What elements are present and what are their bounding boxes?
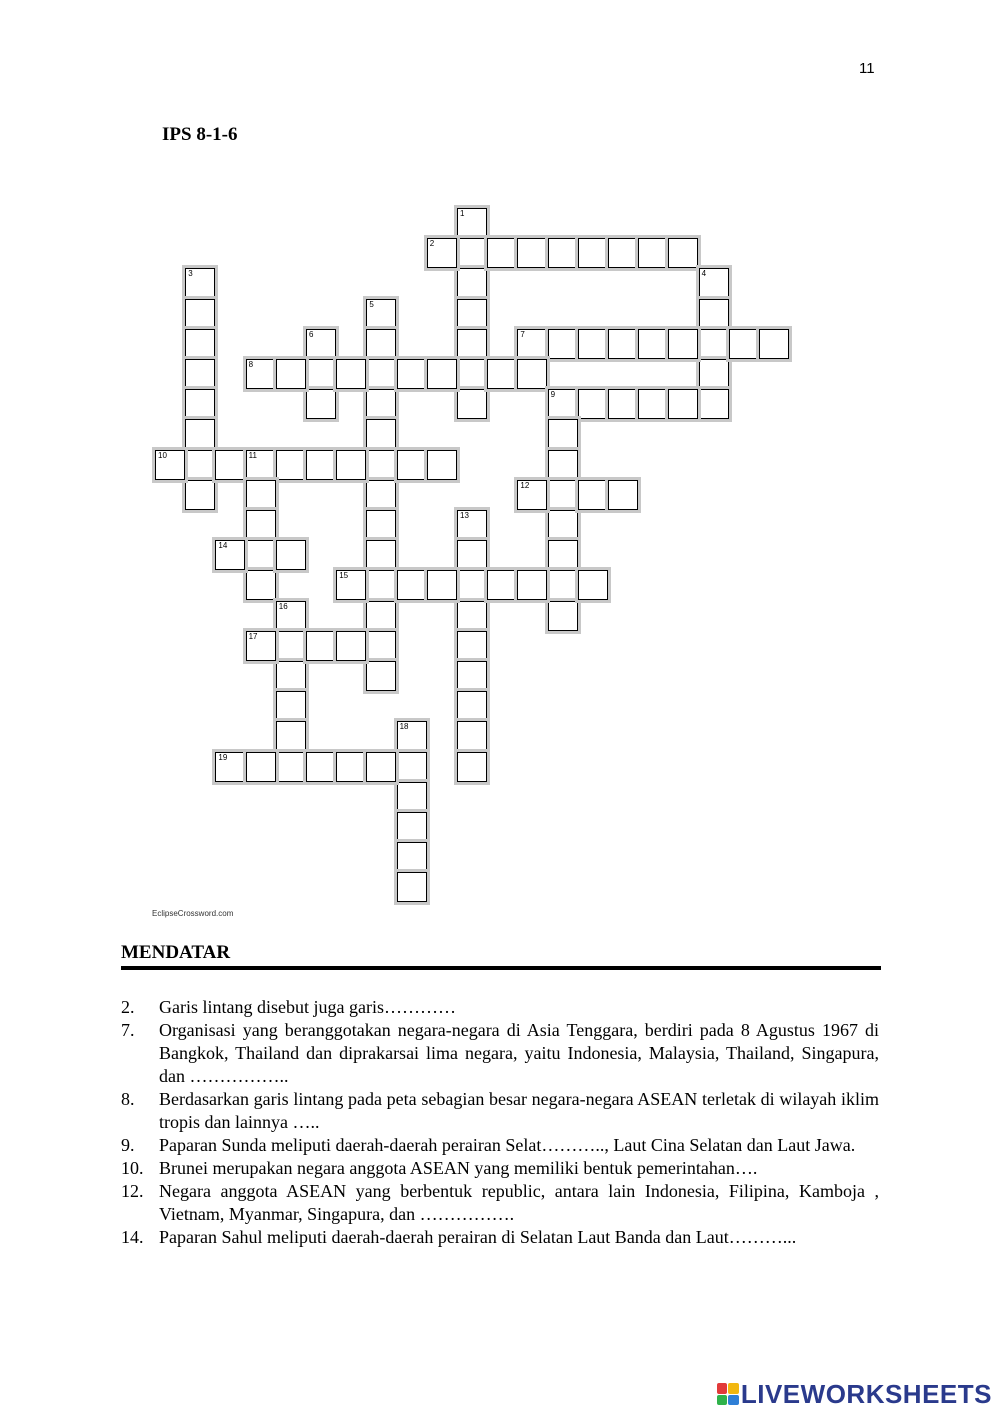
- crossword-cell[interactable]: [548, 450, 578, 480]
- crossword-cell[interactable]: [155, 450, 185, 480]
- crossword-cell[interactable]: [517, 359, 547, 389]
- crossword-cell[interactable]: [215, 752, 245, 782]
- crossword-cell[interactable]: [487, 359, 517, 389]
- crossword-cell[interactable]: [668, 329, 698, 359]
- crossword-cell[interactable]: [336, 359, 366, 389]
- crossword-cell[interactable]: [427, 450, 457, 480]
- crossword-cell[interactable]: [276, 540, 306, 570]
- crossword-cell[interactable]: [517, 329, 547, 359]
- crossword-cell[interactable]: [487, 570, 517, 600]
- clue-text: Brunei merupakan negara anggota ASEAN yang memiliki bentuk pemerintahan….: [159, 1158, 758, 1178]
- crossword-cell[interactable]: [517, 480, 547, 510]
- crossword-cell[interactable]: [457, 661, 487, 691]
- cell-clue-number: 9: [550, 390, 556, 400]
- cell-clue-number: 17: [248, 631, 258, 641]
- clue-number: 10.: [121, 1158, 144, 1178]
- crossword-cell[interactable]: [548, 510, 578, 540]
- clue-text: Negara anggota ASEAN yang berbentuk republic, antara lain Indonesia, Filipina, Kamboja , Vietnam, Myanmar, Singapura, dan …………….: [159, 1181, 879, 1224]
- crossword-cell[interactable]: [397, 359, 427, 389]
- clue-number: 12.: [121, 1181, 144, 1201]
- clue-list-across: [121, 996, 879, 1249]
- crossword-cell[interactable]: [397, 570, 427, 600]
- liveworksheets-logo: [717, 1380, 992, 1408]
- crossword-cell[interactable]: [608, 389, 638, 419]
- clue-text: Garis lintang disebut juga garis…………: [159, 997, 456, 1017]
- crossword-cell[interactable]: [185, 268, 215, 298]
- crossword-cell[interactable]: [668, 238, 698, 268]
- crossword-cell[interactable]: [366, 299, 396, 329]
- crossword-cell[interactable]: [366, 752, 396, 782]
- crossword-cell[interactable]: [366, 389, 396, 419]
- crossword-cell[interactable]: [185, 299, 215, 329]
- crossword-cell[interactable]: [457, 721, 487, 751]
- crossword-cell[interactable]: [457, 601, 487, 631]
- crossword-cell[interactable]: [246, 359, 276, 389]
- clue-item: [121, 1088, 879, 1134]
- crossword-cell[interactable]: [427, 238, 457, 268]
- crossword-cell[interactable]: [185, 419, 215, 449]
- crossword-cell[interactable]: [457, 389, 487, 419]
- crossword-cell[interactable]: [397, 782, 427, 812]
- cell-clue-number: 4: [701, 269, 707, 279]
- crossword-cell[interactable]: [246, 540, 276, 570]
- crossword-cell[interactable]: [366, 419, 396, 449]
- crossword-cell[interactable]: [185, 329, 215, 359]
- clue-item: [121, 1134, 879, 1157]
- crossword-cell[interactable]: [185, 480, 215, 510]
- crossword-cell[interactable]: [366, 510, 396, 540]
- cell-clue-number: 2: [429, 239, 435, 249]
- crossword-cell[interactable]: [366, 631, 396, 661]
- crossword-cell[interactable]: [638, 238, 668, 268]
- crossword-cell[interactable]: [699, 359, 729, 389]
- crossword-cell[interactable]: [457, 208, 487, 238]
- crossword-cell[interactable]: [548, 419, 578, 449]
- crossword-cell[interactable]: [366, 359, 396, 389]
- crossword-cell[interactable]: [246, 450, 276, 480]
- crossword-cell[interactable]: [517, 570, 547, 600]
- section-divider: [121, 966, 881, 970]
- crossword-cell[interactable]: [336, 450, 366, 480]
- crossword-cell[interactable]: [306, 329, 336, 359]
- crossword-cell[interactable]: [517, 238, 547, 268]
- crossword-cell[interactable]: [397, 752, 427, 782]
- brand-icon: [717, 1383, 739, 1405]
- crossword-cell[interactable]: [336, 752, 366, 782]
- page-number: 11: [859, 60, 875, 77]
- crossword-cell[interactable]: [699, 389, 729, 419]
- crossword-cell[interactable]: [336, 631, 366, 661]
- crossword-cell[interactable]: [306, 359, 336, 389]
- crossword-cell[interactable]: [246, 480, 276, 510]
- crossword-cell[interactable]: [457, 631, 487, 661]
- crossword-cell[interactable]: [548, 480, 578, 510]
- crossword-cell[interactable]: [185, 389, 215, 419]
- cell-clue-number: 3: [188, 269, 193, 279]
- crossword-cell[interactable]: [608, 329, 638, 359]
- crossword-cell[interactable]: [397, 450, 427, 480]
- crossword-cell[interactable]: [276, 450, 306, 480]
- clue-number: 8.: [121, 1089, 135, 1109]
- clue-item: [121, 1157, 879, 1180]
- crossword-cell[interactable]: [366, 661, 396, 691]
- crossword-cell[interactable]: [366, 329, 396, 359]
- crossword-cell[interactable]: [457, 510, 487, 540]
- crossword-cell[interactable]: [548, 570, 578, 600]
- crossword-cell[interactable]: [246, 631, 276, 661]
- clue-item: [121, 1019, 879, 1088]
- brand-square-4: [728, 1395, 739, 1406]
- clue-item: [121, 1226, 879, 1249]
- cell-clue-number: 6: [309, 329, 314, 339]
- clue-text: Berdasarkan garis lintang pada peta sebagian besar negara-negara ASEAN terletak di wilayah iklim tropis dan lainnya …..: [159, 1089, 879, 1132]
- cell-clue-number: 11: [248, 450, 257, 460]
- crossword-cell[interactable]: [397, 721, 427, 751]
- crossword-cell[interactable]: [215, 450, 245, 480]
- clue-number: 7.: [121, 1020, 135, 1040]
- crossword-cell[interactable]: [578, 480, 608, 510]
- brand-name: LIVEWORKSHEETS: [740, 1378, 992, 1409]
- crossword-cell[interactable]: [246, 570, 276, 600]
- crossword-cell[interactable]: [548, 238, 578, 268]
- cell-clue-number: 1: [460, 209, 465, 218]
- cell-clue-number: 10: [158, 450, 167, 460]
- worksheet-title: IPS 8-1-6: [162, 124, 238, 145]
- crossword-cell[interactable]: [578, 238, 608, 268]
- brand-square-2: [728, 1383, 739, 1394]
- clue-number: 9.: [121, 1135, 135, 1155]
- clue-number: 14.: [121, 1227, 144, 1247]
- crossword-cell[interactable]: [276, 359, 306, 389]
- clue-text: Paparan Sunda meliputi daerah-daerah perairan Selat……….., Laut Cina Selatan dan Laut Jawa.: [159, 1135, 856, 1155]
- crossword-cell[interactable]: [276, 631, 306, 661]
- crossword-cell[interactable]: [185, 359, 215, 389]
- crossword-cell[interactable]: [306, 752, 336, 782]
- crossword-cell[interactable]: [366, 480, 396, 510]
- crossword-cell[interactable]: [638, 329, 668, 359]
- crossword-cell[interactable]: [457, 268, 487, 298]
- brand-square-1: [717, 1383, 728, 1394]
- cell-clue-number: 19: [218, 752, 228, 762]
- crossword-cell[interactable]: [729, 329, 759, 359]
- crossword-cell[interactable]: [246, 510, 276, 540]
- cell-clue-number: 16: [278, 601, 288, 611]
- crossword-cell[interactable]: [276, 661, 306, 691]
- crossword-cell[interactable]: [246, 752, 276, 782]
- cell-clue-number: 7: [520, 329, 525, 339]
- crossword-cell[interactable]: [699, 299, 729, 329]
- cell-clue-number: 12: [520, 480, 530, 490]
- crossword-cell[interactable]: [548, 329, 578, 359]
- crossword-cell[interactable]: [457, 238, 487, 268]
- crossword-cell[interactable]: [306, 450, 336, 480]
- crossword-cell[interactable]: [457, 359, 487, 389]
- crossword-cell[interactable]: [608, 480, 638, 510]
- clue-text: Organisasi yang beranggotakan negara-negara di Asia Tenggara, berdiri pada 8 Agustus 1967 di Bangkok, Thailand dan diprakarsai lima negara, yaitu Indonesia, Malaysia, Thailand, Singapura, dan ……………..: [159, 1020, 879, 1086]
- cell-clue-number: 13: [460, 511, 469, 520]
- crossword-cell[interactable]: [578, 570, 608, 600]
- cell-clue-number: 14: [218, 541, 228, 551]
- crossword-cell[interactable]: [366, 601, 396, 631]
- brand-square-3: [717, 1395, 728, 1406]
- crossword-cell[interactable]: [699, 329, 729, 359]
- crossword-cell[interactable]: [276, 691, 306, 721]
- crossword-cell[interactable]: [276, 752, 306, 782]
- clue-text: Paparan Sahul meliputi daerah-daerah perairan di Selatan Laut Banda dan Laut………...: [159, 1227, 797, 1247]
- cell-clue-number: 18: [399, 722, 409, 732]
- crossword-cell[interactable]: [548, 601, 578, 631]
- crossword-cell[interactable]: [336, 570, 366, 600]
- cell-clue-number: 5: [369, 299, 374, 309]
- crossword-cell[interactable]: [457, 752, 487, 782]
- crossword-cell[interactable]: [638, 389, 668, 419]
- crossword-cell[interactable]: [215, 540, 245, 570]
- crossword-credit: EclipseCrossword.com: [152, 909, 234, 918]
- clue-item: [121, 996, 879, 1019]
- crossword-cell[interactable]: [427, 570, 457, 600]
- clue-item: [121, 1180, 879, 1226]
- cell-clue-number: 15: [339, 571, 349, 581]
- crossword-cell[interactable]: [457, 299, 487, 329]
- crossword-cell[interactable]: [185, 450, 215, 480]
- crossword-cell[interactable]: [397, 842, 427, 872]
- crossword-cell[interactable]: [306, 389, 336, 419]
- crossword-cell[interactable]: [366, 450, 396, 480]
- crossword-cell[interactable]: [276, 721, 306, 751]
- crossword-cell[interactable]: [668, 389, 698, 419]
- crossword-cell[interactable]: [457, 691, 487, 721]
- crossword-cell[interactable]: [548, 389, 578, 419]
- crossword-cell[interactable]: [578, 329, 608, 359]
- crossword-cell[interactable]: [276, 601, 306, 631]
- crossword-cell[interactable]: [699, 268, 729, 298]
- crossword-cell[interactable]: [487, 238, 517, 268]
- crossword-cell[interactable]: [427, 359, 457, 389]
- cell-clue-number: 8: [248, 360, 254, 369]
- section-title-mendatar: MENDATAR: [121, 942, 231, 963]
- crossword-cell[interactable]: [457, 540, 487, 570]
- crossword-cell[interactable]: [366, 540, 396, 570]
- crossword-cell[interactable]: [457, 570, 487, 600]
- crossword-cell[interactable]: [366, 570, 396, 600]
- crossword-cell[interactable]: [397, 872, 427, 902]
- crossword-cell[interactable]: [759, 329, 789, 359]
- crossword-cell[interactable]: [548, 540, 578, 570]
- clue-number: 2.: [121, 997, 135, 1017]
- crossword-cell[interactable]: [457, 329, 487, 359]
- crossword-cell[interactable]: [306, 631, 336, 661]
- crossword-cell[interactable]: [608, 238, 638, 268]
- crossword-cell[interactable]: [578, 389, 608, 419]
- crossword-cell[interactable]: [397, 812, 427, 842]
